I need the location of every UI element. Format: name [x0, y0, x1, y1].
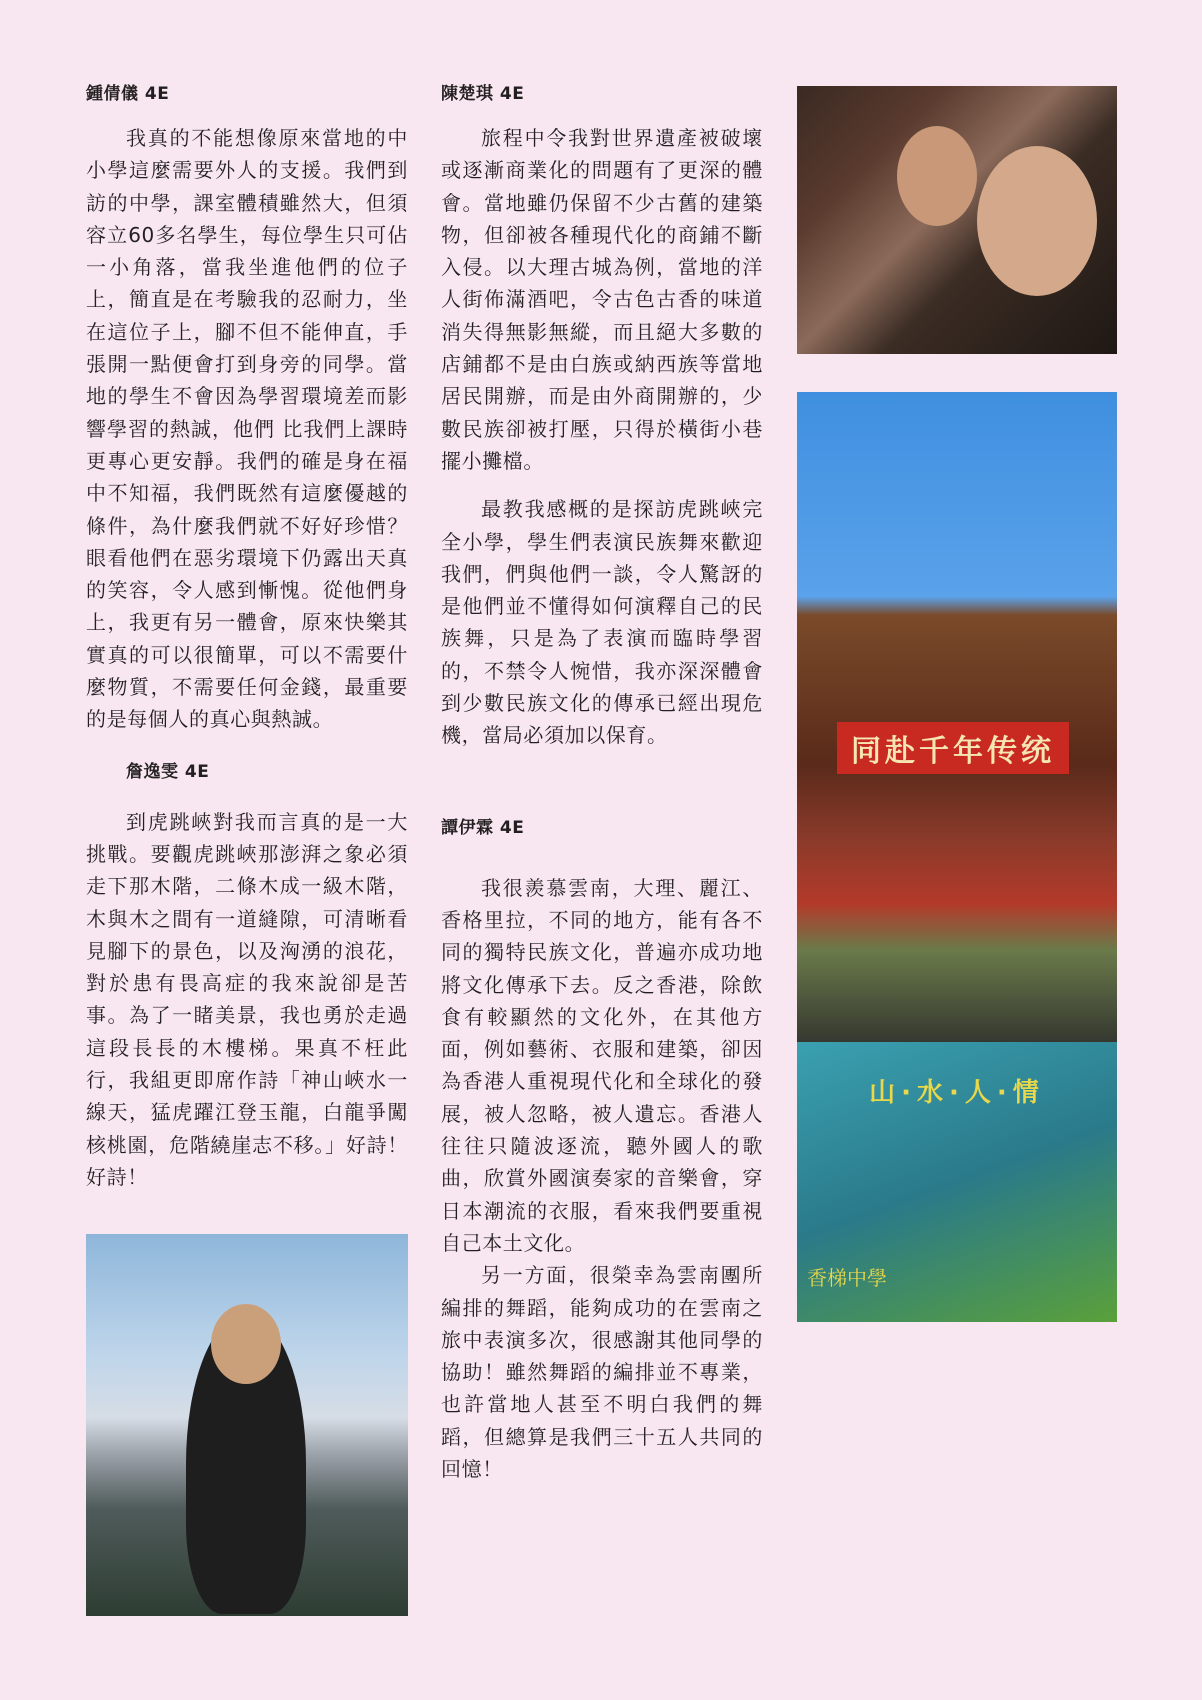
- author-name: 詹逸雯 4E: [126, 761, 210, 782]
- photo-ancient-gate-group: [797, 392, 1117, 1322]
- author-name: 鍾倩儀 4E: [86, 84, 170, 104]
- gate-banner: 同赴千年传统: [837, 722, 1069, 774]
- left-column: [86, 80, 408, 1193]
- student-face: [977, 146, 1097, 296]
- article-paragraph: 我很羨慕雲南，大理、麗江、香格里拉，不同的地方，能有各不同的獨特民族文化，普遍亦成功地將文化傳承下去。反之香港，除飲食有較顯然的文化外，在其他方面，例如藝術、衣服和建築，卻因為香港人重視現代化和全球化的發展，被人忽略，被人遺忘。香港人往往只隨波逐流，聽外國人的歌曲，欣賞外國演奏家的音樂會，穿日本潮流的衣服，看來我們要重視自己本土文化。: [441, 875, 763, 1255]
- article-paragraph: 到虎跳峽對我而言真的是一大挑戰。要觀虎跳峽那澎湃之象必須走下那木階，二條木成一級木階，木與木之間有一道縫隙，可清晰看見腳下的景色，以及洶湧的浪花，對於患有畏高症的我來說卻是苦事。為了一睹美景，我也勇於走過這段長長的木樓梯。果真不枉此行，我組更即席作詩「神山峽水一線天，猛虎躍江登玉龍，白龍爭闖核桃園，危階繞崖志不移。」好詩！好詩！: [86, 809, 408, 1189]
- student-face: [897, 126, 977, 226]
- author-name: 陳楚琪 4E: [441, 84, 525, 104]
- school-name-text: 香梯中學: [807, 1266, 887, 1290]
- student-face: [211, 1304, 281, 1384]
- author-name: 譚伊霖 4E: [441, 817, 525, 838]
- middle-column: [441, 80, 763, 1485]
- article-paragraph: 旅程中令我對世界遺產被破壞或逐漸商業化的問題有了更深的體會。當地雖仍保留不少古舊的建築物，但卻被各種現代化的商鋪不斷入侵。以大理古城為例，當地的洋人街佈滿酒吧，令古色古香的味道消失得無影無縱，而且絕大多數的店鋪都不是由白族或納西族等當地居民開辦，而是由外商開辦的，少數民族卻被打壓，只得於橫街小巷擺小攤檔。: [441, 126, 763, 473]
- article-paragraph: 我真的不能想像原來當地的中小學這麼需要外人的支援。我們到訪的中學，課室體積雖然大，但須容立60多名學生，每位學生只可佔一小角落，當我坐進他們的位子上，簡直是在考驗我的忍耐力，坐在這位子上，腳不但不能伸直，手張開一點便會打到身旁的同學。當地的學生不會因為學習環境差而影響學習的熱誠，他們 比我們上課時更專心更安靜。我們的確是身在福中不知福，我們既然有這麼優越的條件，為什麼我們就不好好珍惜？眼看他們在惡劣環境下仍露出天真的笑容，令人感到慚愧。從他們身上，我更有另一體會，原來快樂其實真的可以很簡單，可以不需要什麼物質，不需要任何金錢，最重要的是每個人的真心與熱誠。: [86, 126, 408, 732]
- photo-student-jumping: [86, 1234, 408, 1616]
- group-banner-text: 山·水·人·情: [869, 1078, 1045, 1108]
- photo-students-smiling: [797, 86, 1117, 354]
- article-paragraph: 另一方面，很榮幸為雲南團所編排的舞蹈，能夠成功的在雲南之旅中表演多次，很感謝其他同學的協助！雖然舞蹈的編排並不專業，也許當地人甚至不明白我們的舞蹈，但總算是我們三十五人共同的回憶！: [441, 1263, 763, 1481]
- article-paragraph: 最教我感概的是探訪虎跳峽完全小學，學生們表演民族舞來歡迎我們，們與他們一談，令人驚訝的是他們並不懂得如何演釋自己的民族舞，只是為了表演而臨時學習的，不禁令人惋惜，我亦深深體會到少數民族文化的傳承已經出現危機，當局必須加以保育。: [441, 497, 763, 748]
- group-banner-cloth: [797, 1042, 1117, 1322]
